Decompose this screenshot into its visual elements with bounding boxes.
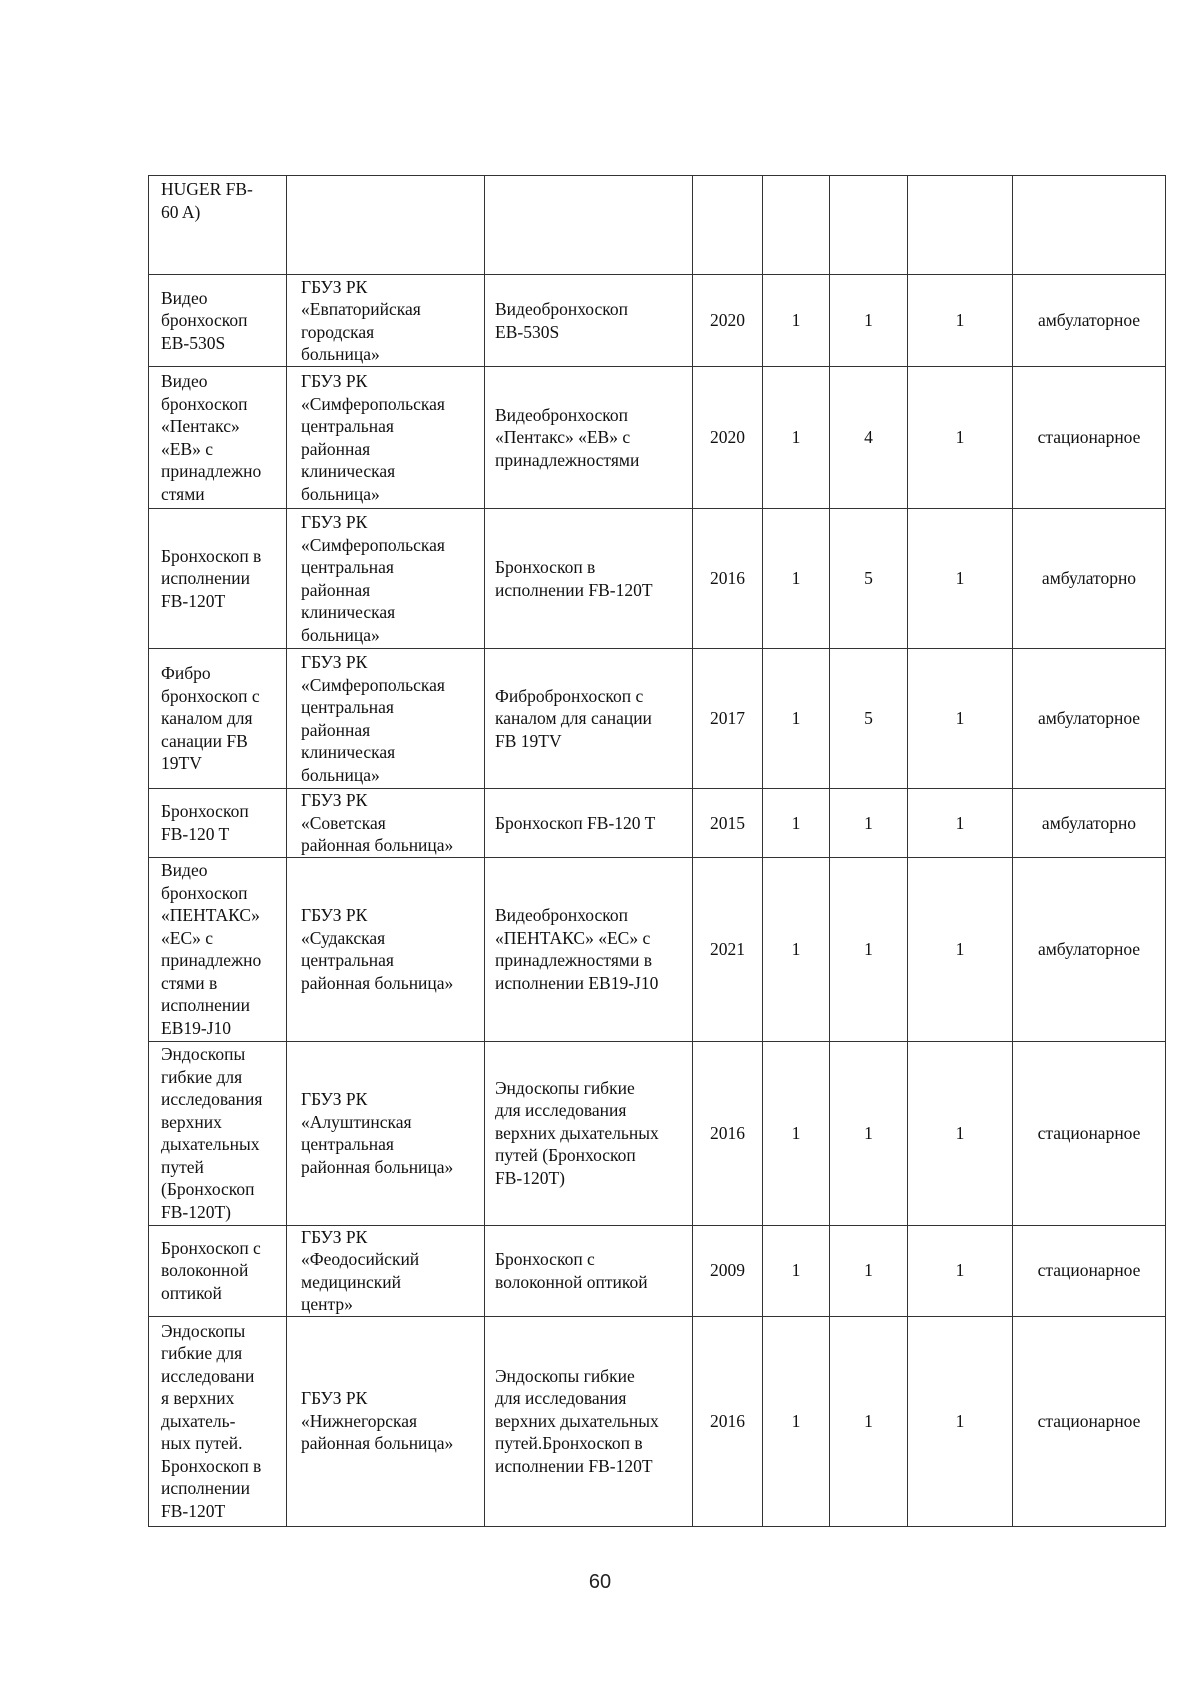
units-cell: 1 [908,509,1013,649]
care-type-cell: стационарное [1013,1316,1166,1526]
table-row [149,789,1166,858]
institution-cell: ГБУЗ РК «Нижнегорская районная больница» [287,1316,485,1526]
quantity-cell: 1 [763,1316,830,1526]
care-type-cell: амбулаторное [1013,275,1166,367]
care-type-cell: стационарное [1013,367,1166,509]
year-cell: 2015 [693,789,763,858]
institution-cell: ГБУЗ РК «Симферопольская центральная районная клиническая больница» [287,509,485,649]
count-cell: 5 [830,509,908,649]
table-row [149,176,1166,275]
count-cell: 1 [830,1041,908,1225]
page-number: 60 [588,1571,612,1593]
units-cell [908,176,1013,275]
count-cell: 1 [830,1316,908,1526]
quantity-cell: 1 [763,1041,830,1225]
equipment-name-cell: Эндоскопы гибкие для исследования верхних дыхательных путей (Бронхоскоп FB-120T) [149,1041,287,1225]
quantity-cell: 1 [763,789,830,858]
units-cell: 1 [908,275,1013,367]
table-row [149,649,1166,789]
care-type-cell: амбулаторное [1013,857,1166,1041]
model-cell: Эндоскопы гибкие для исследования верхних дыхательных путей.Бронхоскоп в исполнении FB-120T [485,1316,693,1526]
equipment-name-cell: Видео бронхоскоп «Пентакс» «EB» с принадлежно стями [149,367,287,509]
count-cell: 1 [830,789,908,858]
institution-cell: ГБУЗ РК «Симферопольская центральная районная клиническая больница» [287,649,485,789]
table-row [149,1225,1166,1316]
quantity-cell: 1 [763,857,830,1041]
units-cell: 1 [908,857,1013,1041]
equipment-table [148,175,1166,1527]
count-cell [830,176,908,275]
model-cell: Бронхоскоп с волоконной оптикой [485,1225,693,1316]
equipment-name-cell: Эндоскопы гибкие для исследовани я верхних дыхатель- ных путей. Бронхоскоп в исполнении FB-120T [149,1316,287,1526]
count-cell: 5 [830,649,908,789]
care-type-cell: амбулаторно [1013,789,1166,858]
table-row [149,367,1166,509]
table-row [149,1041,1166,1225]
institution-cell: ГБУЗ РК «Алуштинская центральная районная больница» [287,1041,485,1225]
equipment-name-cell: Бронхоскоп с волоконной оптикой [149,1225,287,1316]
year-cell: 2009 [693,1225,763,1316]
year-cell: 2020 [693,275,763,367]
units-cell: 1 [908,367,1013,509]
quantity-cell: 1 [763,1225,830,1316]
institution-cell: ГБУЗ РК «Советская районная больница» [287,789,485,858]
institution-cell [287,176,485,275]
quantity-cell: 1 [763,509,830,649]
year-cell [693,176,763,275]
quantity-cell: 1 [763,649,830,789]
quantity-cell [763,176,830,275]
quantity-cell: 1 [763,367,830,509]
care-type-cell: стационарное [1013,1225,1166,1316]
table-body [149,176,1166,1527]
year-cell: 2021 [693,857,763,1041]
institution-cell: ГБУЗ РК «Феодосийский медицинский центр» [287,1225,485,1316]
units-cell: 1 [908,1225,1013,1316]
count-cell: 4 [830,367,908,509]
units-cell: 1 [908,1316,1013,1526]
year-cell: 2020 [693,367,763,509]
model-cell: Видеобронхоскоп EB-530S [485,275,693,367]
year-cell: 2016 [693,1041,763,1225]
equipment-name-cell: Видео бронхоскоп EB-530S [149,275,287,367]
units-cell: 1 [908,789,1013,858]
units-cell: 1 [908,649,1013,789]
table-row [149,857,1166,1041]
institution-cell: ГБУЗ РК «Судакская центральная районная больница» [287,857,485,1041]
model-cell [485,176,693,275]
count-cell: 1 [830,1225,908,1316]
equipment-name-cell: Бронхоскоп FB-120 T [149,789,287,858]
care-type-cell: амбулаторно [1013,509,1166,649]
units-cell: 1 [908,1041,1013,1225]
count-cell: 1 [830,275,908,367]
model-cell: Видеобронхоскоп «Пентакс» «EB» с принадлежностями [485,367,693,509]
equipment-name-cell: Бронхоскоп в исполнении FB-120T [149,509,287,649]
equipment-name-cell: Фибро бронхоскоп с каналом для санации FB 19TV [149,649,287,789]
care-type-cell: амбулаторное [1013,649,1166,789]
model-cell: Фибробронхоскоп с каналом для санации FB 19TV [485,649,693,789]
care-type-cell [1013,176,1166,275]
institution-cell: ГБУЗ РК «Симферопольская центральная районная клиническая больница» [287,367,485,509]
table-row [149,1316,1166,1526]
table-row [149,509,1166,649]
equipment-name-cell: HUGER FB- 60 A) [149,176,287,275]
year-cell: 2017 [693,649,763,789]
model-cell: Видеобронхоскоп «ПЕНТАКС» «EC» с принадлежностями в исполнении EB19-J10 [485,857,693,1041]
model-cell: Эндоскопы гибкие для исследования верхних дыхательных путей (Бронхоскоп FB-120T) [485,1041,693,1225]
table-row [149,275,1166,367]
year-cell: 2016 [693,509,763,649]
institution-cell: ГБУЗ РК «Евпаторийская городская больница» [287,275,485,367]
quantity-cell: 1 [763,275,830,367]
model-cell: Бронхоскоп в исполнении FB-120T [485,509,693,649]
model-cell: Бронхоскоп FB-120 T [485,789,693,858]
year-cell: 2016 [693,1316,763,1526]
equipment-name-cell: Видео бронхоскоп «ПЕНТАКС» «EC» с принадлежно стями в исполнении EB19-J10 [149,857,287,1041]
count-cell: 1 [830,857,908,1041]
care-type-cell: стационарное [1013,1041,1166,1225]
